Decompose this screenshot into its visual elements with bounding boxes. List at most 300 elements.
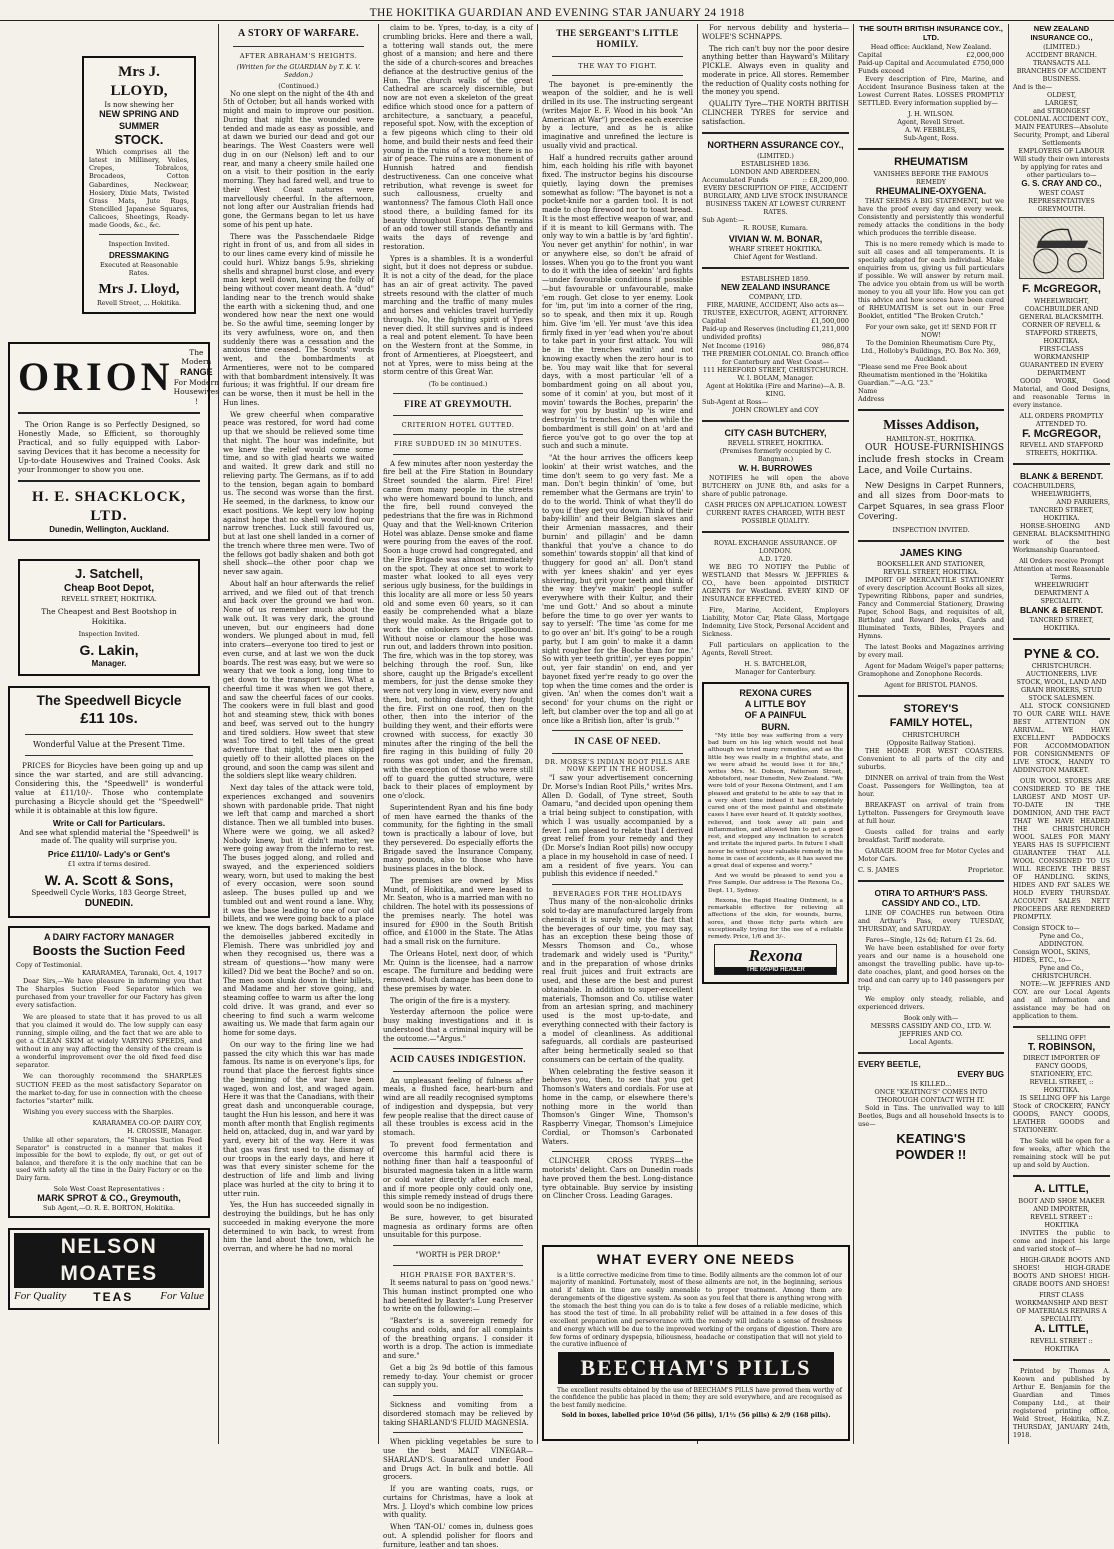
pyne-city-2: CHRISTCHURCH. bbox=[1031, 971, 1092, 980]
mcgregor-name: F. McGREGOR, bbox=[1022, 282, 1101, 295]
rheum-body: THAT SEEMS A BIG STATEMENT, but we have the proof every day and every week. Consistently and persistently this wonderful remedy attacks the conditions in the body which produces the terrible disease. bbox=[858, 197, 1004, 238]
mcgregor-addr: REVELL AND STAFFORD STREETS, HOKITIKA. bbox=[1019, 441, 1104, 458]
sickness-notice: Sickness and vomiting from a disordered stomach may be relieved by taking SHARLAND'S FLUID MAGNESIA. bbox=[383, 1401, 533, 1427]
dairy-firm: MARK SPROT & CO., Greymouth, bbox=[37, 1193, 181, 1203]
rheum-title: RHEUMATISM bbox=[894, 156, 968, 169]
lloyd-dressmaking: DRESSMAKING bbox=[108, 251, 169, 261]
dairy-body-5: Unlike all other separators, the "Sharples Suction Feed Separator" is constructed in a manner that makes it impossible for the bowl to explode, fly out, or get out of balance, and therefore it is the only machine that can be used with safety all the time in the Dairy Factory or on the Dairy farm. bbox=[16, 1137, 202, 1182]
butchery-street: REVELL STREET, HOKITIKA. bbox=[727, 439, 824, 448]
beecham-title: WHAT EVERY ONE NEEDS bbox=[597, 1251, 795, 1267]
keating-brand-2: POWDER !! bbox=[895, 1147, 967, 1163]
fire-paragraph: Superintendent Ryan and his fine body of men have earned the thanks of the community, for the fighting in the small town is practically a labour of love, but they persevered. Do especially efforts the Brigade saved the Insurance Company, many pounds, also to those who have business places in the block. bbox=[383, 803, 533, 874]
keating-sold: Sold in Tins. The unrivalled way to kill Beetles, Bugs and all household Insects is to use— bbox=[858, 1104, 1004, 1129]
nzi-title: NEW ZEALAND INSURANCE CO., bbox=[1030, 24, 1093, 43]
story-paragraph: About half an hour afterwards the relief arrived, and we filed out of that trench and back over the ground we had won. None of us remember much about the walk out. It was very dark, the ground uneven, but our engineers had done wonders. We plunged about in mud, fell into craters—everyone too tired to jest or even curse, and at last we won the duck boards. The rest was easy, but we were so weary that we took a long, long time to get down to the transport lines. What a cheerful time it was when we got there, and saw the cheerful faces of our cooks. The cookers were in full blast and good hot and steaming stew, thick with bones and beef, was served out to the hungry and tired soldiers. How sweet that stew was! Too tired to tell tales of the great adventure that night, the men slipped quietly off to their allotted places on the ground, and soon the camp was silent and the soldiers slept like weary children. bbox=[223, 579, 374, 781]
blank-dept: WHEELWRIGHT DEPARTMENT A SPECIALITY. bbox=[1034, 580, 1089, 605]
rheum-sub: VANISHES BEFORE THE FAMOUS REMEDY bbox=[873, 170, 989, 187]
beecham-foot-2: Sold in boxes, labelled price 10½d (56 pills), 1/1½ (56 pills) & 2/9 (168 pills). bbox=[561, 1412, 831, 1419]
column-4 bbox=[538, 24, 697, 1444]
otira-body-3: We employ only steady, reliable, and experienced drivers. bbox=[858, 995, 1004, 1012]
nz-agent: Agent at Hokitika (Fire and Marine)—A. B. KING. bbox=[706, 381, 845, 398]
nz-reserve-label: Paid-up and Reserves (including undivided profits) bbox=[702, 325, 810, 342]
hayward-notice: The rich can't buy nor the poor desire anything better than Hayward's Military PICKLE. Always even in quality and moderate in price. All stores. Remember the reduction of Quality costs nothing for the money you spend. bbox=[702, 44, 850, 97]
pyne-body-2: OUR WOOL STORES ARE CONSIDERED TO BE THE LARGEST AND MOST UP-TO-DATE IN THE DOMINION, AND THE FACT THAT WE HAVE HEADED THE CHRISTCHURCH WOOL SALES FOR MANY YEARS HAS IS SUFFICIENT GUARANTEE THAT ALL WOOL CONSIGNED TO US WILL RECEIVE THE BEST OF HANDLING. SKINS, HIDES AND FAT SALES WE HOLD EVERY THURSDAY. ACCOUNT SALES NETT PROCEEDS ARE RENDERED PROMPTLY. bbox=[1013, 776, 1110, 921]
xmas-notice: If you are wanting coats, rugs, or curtains for Christmas, have a look at Mrs. J. Lloyd's which combine low prices with quality. bbox=[383, 1485, 533, 1520]
speedwell-address: Speedwell Cycle Works, 183 George Street, bbox=[31, 889, 187, 898]
story-title: A STORY OF WARFARE. bbox=[238, 28, 359, 39]
storey-body: THE HOME FOR WEST COASTERS. Convenient to all parts of the city and suburbs. bbox=[858, 746, 1004, 771]
masthead-title: THE HOKITIKA GUARDIAN AND EVENING STAR JANUARY 24 1918 bbox=[369, 6, 745, 19]
king-pianos: Agent for BRISTOL PIANOS. bbox=[884, 681, 978, 690]
satchell-tag: The Cheapest and Best Bootshop in Hokitika. bbox=[41, 607, 177, 626]
orion-advert bbox=[8, 342, 220, 542]
nelson-teas: TEAS bbox=[93, 1289, 134, 1304]
rexona-title-3: OF A PAINFUL bbox=[744, 710, 807, 721]
sb-sub-role: Sub-Agent, Ross. bbox=[903, 134, 959, 143]
keating-advert bbox=[858, 1060, 1004, 1164]
dairy-agents: Sole West Coast Representatives : bbox=[53, 1185, 165, 1193]
beecham-foot-1: The excellent results obtained by the use of BEECHAM'S PILLS have proved them worthy of the confidence the public has placed in them; they are sold everywhere, and are recognised as the best family medicine. bbox=[550, 1386, 842, 1409]
satchell-name: J. Satchell, bbox=[75, 566, 143, 582]
story-continuation bbox=[383, 24, 533, 377]
nz-income-label: Net Income (1916) bbox=[702, 341, 766, 350]
nz-capital: £1,500,000 bbox=[811, 316, 849, 325]
nelson-brand: NELSON MOATES bbox=[14, 1233, 204, 1288]
storey-title-2: FAMILY HOTEL, bbox=[889, 716, 973, 729]
mcgregor-first: FIRST-CLASS WORKMANSHIP GUARANTEED IN EVERY DEPARTMENT bbox=[1019, 344, 1104, 377]
nzi-largest: LARGEST, bbox=[1044, 98, 1079, 107]
storey-body-4: Guests called for trains and early breakfast. Tariff moderate. bbox=[858, 827, 1004, 844]
northern-agent-name: R. ROUSE, Kumara. bbox=[743, 223, 808, 232]
lloyd-name: Mrs J. LLOYD, bbox=[110, 64, 168, 99]
fire-paragraph: A few minutes after noon yesterday the fire bell at the Fire Station in Boundary Street sounded the alarm. Fire! Fire! came from many people in the streets who were homeward bound to lunch, and the fire, bell round conveyed the pedestrians that the fire was in Richmond Quay and that the Well-known Criterion Hotel was ablaze. Dense smoke and flame were pouring from the eaves of the roof. Soon a huge crowd had congregated, and the Fire Brigade was almost immediately on the spot. They at once set to work to master what looked to all eyes very serious ugly business, for the buildings in this locality are all more or less 50 years old and some even 60 years, so it can easily be comprehended what a blaze they would make. As the Brigade got to work the onlookers stood spellbound. Without noise or clamour the hose was run out, and ladders thrown into position. The fire, which was in the top storey, was belching through the roof. Sun, like shore, caught up the Brigade's excellent members, for just the dense smoke they were not very long in view, every now and then, but, nothing daunted, they fought the fire. First on one roof, then on the other, then into the interior of the building they went, and their efforts were crowned with success, for exactly 30 minutes after the ringing of the bell the fire raging in this building of fully 20 rooms was got under, and the fireman, with the exception of those who were still off to guard the gutted structure, were back to their places of employment by one o'clock. bbox=[383, 459, 533, 801]
rheum-booklet: "Please send me Free Book about Rheumatism mentioned in the 'Hokitika Guardian.'"—A.G. "23." bbox=[858, 363, 988, 388]
nz-name-1: NEW ZEALAND INSURANCE bbox=[721, 282, 830, 292]
addison-title: Misses Addison, bbox=[883, 418, 979, 434]
storey-body-3: BREAKFAST on arrival of train from Lyttelton. Passengers for Greymouth leave at full hour. bbox=[858, 800, 1004, 825]
need-paragraph: "I saw your advertisement concerning Dr. Morse's Indian Root Pills," writes Mrs. Allen D. Godall, of Tyne street, South Oamaru, "and decided upon opening them a trial being subject to constipation, with which I was usually accompanied by a fever. I am pleased to relate that I derived great relief from your remedy and they (Dr. Morse's Indian Root pills) now occupy a place in my household in case of need. I am a resident of five years. You can publish this evidence if needed." bbox=[542, 774, 693, 879]
buggy-icon bbox=[1020, 218, 1103, 278]
otira-fares: Fares—Single, 12s 6d; Return £1 2s. 6d. bbox=[865, 936, 997, 945]
nz-income: 986,874 bbox=[821, 341, 849, 350]
beverages-end: When celebrating the festive season it behoves you, then, to see that you get Thomson's Waters and cordials. For use at home in the camp, or elsewhere there's nothing more in the world than Thomson's Ginger Wine, Thomson's Raspberry Vinegar, Thomson's Limejuice Cordial, or Thomson's Carbonated Waters. bbox=[542, 1067, 693, 1146]
speedwell-advert bbox=[8, 686, 210, 917]
dairy-title-2: Boosts the Suction Feed bbox=[32, 942, 186, 958]
mcgregor-body: GOOD WORK, Good Material, and Good Designs, and reasonable Terms in every instance. bbox=[1013, 376, 1110, 409]
acid-paragraph: Be sure, however, to get bisurated magnesia as ordinary forms are often unsuitable for this purpose. bbox=[383, 1213, 533, 1240]
speedwell-firm: W. A. Scott & Sons, bbox=[44, 871, 174, 888]
fire-body bbox=[383, 460, 533, 1044]
butchery-prev: (Premises formerly occupied by C. Bangman.) bbox=[719, 447, 832, 464]
rexona-advert bbox=[702, 682, 849, 984]
column-6 bbox=[854, 24, 1008, 1444]
little-name: A. LITTLE, bbox=[1034, 1323, 1089, 1335]
nzi-agent: G. S. CRAY AND CO., bbox=[1021, 178, 1102, 188]
story-paragraph: claim to be. Ypres, to-day, is a city of crumbling bricks. Here and there a wall, a tottering wall stands out, the mere ghost of a mansion; and here and there the side of a church-scores and breaches defiance at the destructive genius of the Hun. The church walls of the great Cathedral are scarcely discernible, but now are not even a skeleton of the great edifice which stood once for a pattern of architecture, a sanctuary, a peaceful, reposeful spot. Now, with the exception of a few pigeons which cling to their old home, and build their nests and feed their young in the ruins of a tower, there is no air of peace. The ruins are a monument of Hunnish hatred and fiendish destructiveness. Can one conceive what retribution, what revenge is sweet for such callousness, cruelty and wantonness? The famous Cloth Hall once stood there, a building famed for its beauty throughout Europe. The remains of an odd tower still stands defiantly and waits the days of revenge and restoration. bbox=[383, 24, 533, 251]
speedwell-pricing: Price £11/10/- Lady's or Gent's bbox=[47, 849, 171, 860]
vivian-name: VIVIAN W. M. BONAR, bbox=[728, 233, 823, 244]
little-body-2: HIGH-GRADE BOOTS AND SHOES! HIGH-GRADE BOOTS AND SHOES! HIGH-GRADE BOOTS AND SHOES! bbox=[1013, 1256, 1110, 1288]
tanol-notice: When 'TAN-OL' comes in, dulness goes out. A splendid polisher for floors and furniture, leather and tan shoes. bbox=[383, 1523, 533, 1549]
nz-est: ESTABLISHED 1859. bbox=[740, 274, 811, 283]
dairy-title-1: A DAIRY FACTORY MANAGER bbox=[43, 931, 174, 942]
dairy-body-3: We can thoroughly recommend the SHARPLES SUCTION FEED as the most satisfactory Separator on the market to-day, for use in connection with the cheese factories "starter" milk. bbox=[16, 1072, 202, 1105]
nz-insurance-advert bbox=[702, 275, 849, 414]
nz-manager: W. I. BOLAM, Manager. bbox=[737, 373, 814, 382]
pyne-title: PYNE & CO. bbox=[1023, 645, 1100, 661]
lloyd-invited: Inspection Invited. bbox=[108, 240, 170, 249]
lloyd-showing: Is now shewing her bbox=[104, 100, 174, 109]
nzi-and: And is the— bbox=[1013, 82, 1053, 91]
addison-invited: INSPECTION INVITED. bbox=[892, 525, 970, 534]
nz-insurance-accident-advert bbox=[1013, 24, 1110, 213]
otira-body-2: We have been established for over forty years and our name is a household one amongst the travelling public. have up-to-date coaches, plant, and good horses on the road and can carry up to 140 passengers per trip. bbox=[858, 944, 1004, 993]
speedwell-line2: And see what splendid material the "Speedwell" is made of. The quality will surprise you. bbox=[19, 828, 199, 846]
pyne-name-1: Pyne and Co., bbox=[1039, 931, 1084, 940]
column-1 bbox=[0, 24, 218, 1444]
northern-funds-label: Accumulated Funds bbox=[702, 175, 769, 184]
nzi-oldest: OLDEST, bbox=[1046, 90, 1076, 99]
imprint: Printed by Thomas A. Keown and published by Arthur E. Benjamin for the Guardian and Times Company Ltd., at their registered printing office, Weld Street, Hokitika, N.Z. THURSDAY, JANUARY 24th, 1918. bbox=[1013, 1366, 1110, 1439]
king-role: BOOKSELLER AND STATIONER, bbox=[876, 560, 986, 569]
story-body bbox=[223, 90, 374, 1254]
otira-booked: Book only with— bbox=[903, 1014, 959, 1023]
pyne-name-2: Pyne and Co., bbox=[1039, 963, 1084, 972]
lloyd-signature: Mrs J. Lloyd, bbox=[98, 282, 180, 298]
beverages-title: BEVERAGES FOR THE HOLIDAYS bbox=[552, 890, 683, 899]
sergeant-title: THE SERGEANT'S LITTLE HOMILY. bbox=[556, 28, 679, 50]
storey-prop-role: Proprietor. bbox=[967, 865, 1004, 874]
lloyd-body: Which comprises all the latest in Millinery, Voiles, Crepes, Tobralcos, Brocadeos, Cotton Gabardines, Neckwear, Hosiery, Dixie Mats, Twisted Grass Mats, Jute Rugs, Stencilled Japanese Squares, Calicoes, Sheetings, Ready-made Goods, &c., &c. bbox=[89, 148, 189, 230]
royal-body: WE BEG TO NOTIFY the Public of WESTLAND that Messrs W. JEFFRIES & CO., have been appointed DISTRICT AGENTS for Westland. EVERY KIND OF INSURANCE EFFECTED. bbox=[702, 562, 849, 603]
lloyd-advert bbox=[82, 56, 196, 314]
little-body: INVITES the public to come and inspect his large and varied stock of— bbox=[1013, 1229, 1110, 1253]
fire-paragraph: The Orleans Hotel, next door, of which Mr. Quinn is the licensee, had a narrow escape. The furniture and bedding were removed. Much damage has been done to these premises by water. bbox=[383, 949, 533, 993]
sb-agent: J. H. WILSON. bbox=[908, 110, 954, 119]
rheum-name: RHEUMALINE-OXYGENA. bbox=[875, 186, 987, 197]
column-2 bbox=[219, 24, 378, 1444]
vivian-address: WHARF STREET HOKITIKA. bbox=[728, 244, 823, 253]
baxter-paragraph: "Baxter's is a sovereign remedy for coughs and colds, and for all complaints of the breathing organs. I consider it worth is a drop. The action is immediate and sure." bbox=[383, 1317, 533, 1361]
mcgregor-role: WHEELWRIGHT, COACHBUILDER AND GENERAL BLACKSMITH. bbox=[1019, 296, 1104, 321]
robinson-title: T. ROBINSON, bbox=[1027, 1041, 1096, 1053]
otira-local: Local Agents. bbox=[908, 1038, 954, 1047]
mcgregor-advert bbox=[1013, 283, 1110, 458]
speedwell-city: DUNEDIN. bbox=[84, 898, 134, 909]
keating-brand-1: KEATING'S bbox=[896, 1131, 966, 1147]
orion-body: The Orion Range is so Perfectly Designed, so Honestly Made, so Efficient, so thoroughly Practical, and so fully equipped with Labor-saving Devices that it has become a necessity for Up-to-date Housewives and Trained Cooks. Ask your Ironmonger to show you one. bbox=[18, 419, 200, 474]
rheum-address-label: Address bbox=[858, 395, 885, 404]
sb-capital: £2,000,000 bbox=[966, 50, 1004, 59]
beverages-paragraph: Thus many of the non-alcoholic drinks sold to-day are manufactured largely from chemicals it is surely only the fact that the beverages of our time, you may say, has an exception these being those of Messrs Thomson and Co., whose trademark and widely used is "Purity," and in the preparation of whose drinks real fruit juices and fruit extracts are used, and these are the best and purest obtainable. In addition to super-excellent materials, Thomson and Co. utilise water from an artesian spring, and machinery used is the most up-to-date, and everything connected with their factory is a model of cleanliness. As additional safeguards, all cordials are pasteurised after being hermetically sealed so that consumers can be certain of the quality. bbox=[542, 898, 693, 1064]
nz-premier: THE PREMIER COLONIAL CO. Branch office for Canterbury and West Coast— bbox=[702, 349, 849, 366]
pickle-notice: When pickling vegetables be sure to use the best MALT VINEGAR—SHARLAND'S. Guaranteed under Food and Drugs Act. In bulk and bottle. All grocers. bbox=[383, 1438, 533, 1482]
royal-sig: H. S. BATCHELOR, bbox=[744, 659, 807, 668]
story-paragraph: We grew cheerful when comparative peace was restored, for word had come up that we should be relieved some time that night. The hour was indefinite, but we knew the relief would come some time, and so with glad hearts we waited and waited. It grew dark and still no relieving party. The Germans, as if to add to the tension, began again to bombard us. The second was worse than the first. He seemed, in the darkness, to know our exact positions. We kept very low hoping against hope that no shell would find our narrow trenches. Luck still favoured us, but at last one shell landed in a corner of the trench where three men were. Two of the fellows got badly shaken and both got shell shock—the other poor chap we never saw again. bbox=[223, 410, 374, 577]
story-paragraph: Ypres is a shambles. It is a wonderful sight, but it does not depress or subdue. It is not a city of the dead, for the place has an air of great activity. The paved streets resound with the clatter of much marching and the traffic of many mules and horses and vehicles travel hurriedly through. No, the fighting spirit of Ypres never died. It still survives and is indeed a real and potent element. To have been on the Western front at the Somme, in front of Armentieres, at Ploegsteert, and not at Ypres, were to miss being at the storm centre of this Great War. bbox=[383, 254, 533, 377]
pyne-advert bbox=[1013, 646, 1110, 1020]
beecham-body: is a little corrective medicine from time to time. Bodily ailments are the common lot of our majority of mankind. Fortunately, most of these ailments are not, in the beginning, serious and if taken in time are easily amenable to proper treatment. Among them are derangements of the digestive system. As soon as you feel that there is anything wrong with the stomach the best thing you can do is to take a few doses of a reliable medicine, which has stood the test of time. In all probability relief will be attained in a few doses of this excellent preparation and perseverance with the remedy will indicate a sense of freshness and energy which will be due to the improved working of the organs of digestion. There are few forms of ordinary dyspepsia, biliousness, headache or constipation that will not yield to the curative influence of bbox=[550, 1271, 842, 1349]
nz-subagent-name: JOHN CROWLEY and COY bbox=[732, 405, 819, 414]
speedwell-write: Write or Call for Particulars. bbox=[52, 818, 166, 828]
baxter-title: HIGH PRAISE FOR BAXTER'S. bbox=[400, 1270, 516, 1279]
rexona-body: "My little boy was suffering from a very bad burn on his leg which would not heal although we tried many remedies, and as the little boy was really in a frightful state, and we were afraid he would lose it for life," writes Mrs. M. Dobson, Patterson Street, Abbotsford, near Dunedin, New Zealand. "We were told of your Rexona Ointment, and I am pleased and grateful to be able to say that in a very short time indeed it has completely cured one of the most painful and obstinate cases I have ever heard of. It quickly soothes, relieved, and took away all pain and inflammation, and allowed him to get a good rest, and stopped any inclination to scratch and irritate the injured parts. In future I shall never be without your valuable remedy in the home in case of accidents, as it has saved me a great deal of expense and worry." bbox=[708, 732, 843, 870]
fire-paragraph: The premises are owned by Miss Mundt, of Hokitika, and were leased to Mr. Seaton, who is a married man with no children. The hotel with its possessions of the premises nearly. The hotel was insured for £900 in the South British office, and £1000 in the State. The Atlas had a small risk on the furniture. bbox=[383, 876, 533, 947]
northern-desc: EVERY DESCRIPTION OF FIRE, ACCIDENT BURGLARY, AND LIVE STOCK INSURANCE BUSINESS TAKEN AT LOWEST CURRENT RATES. bbox=[703, 183, 848, 216]
keating-killed: IS KILLED... bbox=[910, 1080, 952, 1089]
masthead bbox=[0, 0, 1114, 21]
orion-firm: H. E. SHACKLOCK, LTD. bbox=[32, 488, 186, 524]
beverages-body bbox=[542, 898, 693, 1064]
lloyd-new-spring: NEW SPRING AND SUMMER bbox=[99, 109, 179, 131]
acid-title: ACID CAUSES INDIGESTION. bbox=[390, 1054, 526, 1065]
speedwell-title: The Speedwell Bicycle bbox=[36, 693, 182, 709]
sergeant-paragraph: "At the hour arrives the officers keep lookin' at their wrist watches, and the time don't seem to go very fast. Me a man. Don't begin thinkin' of 'ome, but remember what the Germans are tryin' to do to the world. Think of what they'll do to you if they get you down. Think of their baby-killin' and their Belgian slaves and their Armenian massacres, and their burnin' and pillagin' and be damn thankful that you've a chance to do somethin' towards stoppin' all that kind of thuggery for good an' all. Don't stand with yer knees shakin' and yer eyes shivering, but grit your teeth and think of the way they've makin' people suffer everywhere with their Kultur, and their 'me und Gott.' And so about a minute before the time to go over yer wants to say to yerself: 'The time 'as come for me to go over an' bit. It's going' to be a rough party, but I am goin' to make it a damn sight rougher for the Boche than for me.' So with yer teeth grittin', yer eyes poppin' out, yer fair standin' on end, and yer bayonet fixed yer're ready to go over the top when the time comes and the order is given. 'An' when the comes don't wait a second' for your chums on the right or left, but clamber over the top and all go at once like a British lion, after 'is grub.'" bbox=[542, 454, 693, 725]
royal-full: Full particulars on application to the Agents, Revell Street. bbox=[702, 640, 849, 657]
nzi-body: TRANSACTS ALL BRANCHES OF ACCIDENT BUSINESS. bbox=[1016, 58, 1107, 83]
sergeant-body bbox=[542, 81, 693, 726]
vivian-role: Chief Agent for Westland. bbox=[733, 252, 818, 261]
nelson-for-value: For Value bbox=[160, 1290, 204, 1303]
little-street: REVELL STREET :: HOKITIKA bbox=[1030, 1213, 1093, 1229]
addison-advert bbox=[858, 417, 1004, 533]
otira-agents: MESSRS CASSIDY AND CO., LTD. W. JEFFRIES AND CO. bbox=[870, 1022, 992, 1039]
robinson-body: IS SELLING OFF his Large Stock of CROCKERY, FANCY GOODS, FANCY GOODS, LEATHER GOODS and STATIONERY. bbox=[1013, 1094, 1110, 1135]
speedwell-sub: Wonderful Value at the Present Time. bbox=[33, 740, 185, 749]
story-subtitle: AFTER ABRAHAM'S HEIGHTS. bbox=[239, 51, 358, 60]
rheum-addr: To the Dominion Rheumatism Cure Pty., Ltd., Holloby's Buildings, P.O. Box No. 369, Auckland. bbox=[861, 339, 1001, 364]
baxter-paragraph: It seems natural to pass on 'good news.' This human instinct prompted one who had benefited by Baxter's Lung Preserver to write on the following:— bbox=[383, 1279, 533, 1314]
nzi-colonial: COLONIAL ACCIDENT COY., bbox=[1014, 114, 1109, 123]
blank-body: HORSE-SHOEING AND GENERAL BLACKSMITHING work of the best Workmanship Guaranteed. bbox=[1013, 521, 1110, 554]
fire-subtitle-1: CRITERION HOTEL GUTTED. bbox=[401, 421, 515, 430]
acid-paragraph: An unpleasant feeling of fulness after meals, a flushed face, heart-burn and wind are all readily recognised symptoms of indigestion and dyspepsia, but very few people realise that the direct cause of all these troubles is excess acid in the stomach. bbox=[383, 1076, 533, 1138]
story-paragraph: Yes, the Hun has succeeded signally in destroying the buildings, but he has only succeeded in making everyone the more determined to win back, to wrest from him the land about the town, which he overran, and where he had no moral bbox=[223, 1201, 374, 1254]
nz-desc: FIRE, MARINE, ACCIDENT, Also acts as— TRUSTEE, EXECUTOR, AGENT, ATTORNEY. bbox=[702, 300, 849, 317]
lloyd-executed: Executed at Reasonable Rates. bbox=[99, 261, 178, 278]
lloyd-address: Revell Street, ... Hokitika. bbox=[96, 298, 182, 307]
little-role: BOOT AND SHOE MAKER AND IMPORTER, bbox=[1018, 1197, 1105, 1213]
king-body-2: The latest Books and Magazines arriving by every mail. bbox=[858, 643, 1004, 660]
rheumatism-advert bbox=[858, 156, 1004, 403]
sb-agent-role: Agent, Revell Street. bbox=[897, 118, 965, 127]
acid-paragraph: To prevent food fermentation and overcome this harmful acid there is nothing finer than half a teaspoonful of bisurated magnesia taken in a little warm or cold water directly after each meal, and if more people only could only one, this simple remedy instead of drugs there would soon be no indigestion. bbox=[383, 1140, 533, 1211]
addison-body: OUR HOUSE-FURNISHINGS include fresh stocks in Cream Lace, and Voile Curtains. bbox=[858, 442, 1004, 477]
sb-body: Every description of Fire, Marine, and Accident Insurance Business taken at the Lowest Current Rates. LOSSES PROMPTLY SETTLED. Every information supplied by— bbox=[858, 75, 1004, 108]
nzi-accident: ACCIDENT BRANCH. bbox=[1026, 50, 1097, 59]
nz-street: 111 HEREFORD STREET, CHRISTCHURCH. bbox=[702, 365, 849, 374]
column-7 bbox=[1009, 24, 1114, 1444]
butchery-title: CITY CASH BUTCHERY, bbox=[724, 427, 827, 438]
blank-trade-3: AND FARRIERS, bbox=[1056, 497, 1110, 506]
story-paragraph: There was the Passchendaele Ridge right in front of us, and from all sides in to our lines came every kind of missile he could hurl. Whizz bangs 5.9s, shrieking shells and shrapnel burst close, and every man kept well down, knowing the folly of being without cover meant death. A "dud" landing near to the trench would shake the earth with a sickening thud, and one wondered how near the next one would be. So the awful time, seeming longer by its very awfulness, wore on, and then suddenly there was a cessation and the anxious time ceased. The Scouts' words went, and the bombardments at Armentieres, were not to be compared with that bombardment intensively. It was furious; it was frightful. If our dream fire can be worse, then it must be hell in the Hun lines. bbox=[223, 232, 374, 407]
orion-tag-2: RANGE bbox=[180, 366, 213, 377]
little-first: FIRST CLASS WORKMANSHIP AND BEST OF MATERIALS REPAIRS A SPECIALITY. bbox=[1015, 1291, 1108, 1323]
rheum-name-label: Name bbox=[858, 387, 878, 396]
rexona-title-2: A LITTLE BOY bbox=[744, 699, 807, 710]
little-advert bbox=[1013, 1183, 1110, 1353]
satchell-street: REVELL STREET, HOKITIKA. bbox=[61, 595, 157, 604]
rexona-logo: Rexona bbox=[748, 946, 803, 966]
story-to-be-continued: (To be continued.) bbox=[428, 380, 488, 388]
northern-advert bbox=[702, 140, 849, 261]
orion-tag-4: Housewives ! bbox=[173, 387, 220, 406]
keating-title-1: EVERY BEETLE, bbox=[858, 1060, 921, 1070]
worth-title: "WORTH is PER DROP." bbox=[415, 1251, 501, 1260]
need-subtitle: DR. MORSE'S INDIAN ROOT PILLS ARE NOW KEPT IN THE HOUSE. bbox=[544, 758, 691, 774]
northern-funds: :: £8,200,000. bbox=[802, 175, 849, 184]
butchery-cash: CASH PRICES ON APPLICATION. LOWEST CURRENT RATES CHARGED, WITH BEST POSSIBLE QUALITY. bbox=[704, 500, 847, 525]
acid-body bbox=[383, 1077, 533, 1241]
little-title: A. LITTLE, bbox=[1034, 1183, 1089, 1196]
speedwell-extra: £1 extra if terms desired. bbox=[67, 859, 151, 868]
story-paragraph: Next day tales of the attack were told, experiences exchanged and souvenirs shown with pardonable pride. That night we left that camp and marched a short distance. Then we all tumbled into buses. Where were we going, we all asked? Nobody knew, but it didn't matter, we were going away from the inferno to rest. The buses jogged along, and rolled and swayed, and the experienced soldiers weary, worn, but used to making the best of every occasion, were soon sound asleep. The buses pulled up and we tumbled out and went round a lane. Why, it was the base leading to one of our old billets, and we were going back to a place we knew. The dogs barked. Madame and the demoiselles jabbered excitedly in Flemish. There was unbridled joy and when they recognised us, there was a stream of questions—"how many were killed? Did we beat the Boche? and so on. The men soon slunk down in their billets, and Madame and her stove going, and steaming coffee to warm us after the long cold drive. It was grand, and ever so cheering to find such a warm welcome awaiting us. We made that farm again our home for some days. bbox=[223, 784, 374, 1038]
otira-body: LINE OF COACHES run between Otira and Arthur's Pass, every TUESDAY, THURSDAY, and SATURDAY. bbox=[858, 909, 1004, 934]
fire-title: FIRE AT GREYMOUTH. bbox=[404, 399, 512, 409]
pyne-role: AUCTIONEERS, LIVE STOCK, WOOL, LAND AND GRAIN BROKERS, STUD STOCK SALESMEN. bbox=[1016, 669, 1107, 702]
orion-brand: ORION bbox=[18, 353, 174, 399]
robinson-role: DIRECT IMPORTER OF FANCY GOODS, STATIONERY, ETC. bbox=[1022, 1054, 1101, 1079]
northern-name: NORTHERN ASSURANCE COY., bbox=[707, 140, 844, 151]
story-paragraph: No one slept on the night of the 4th and 5th of October, but all hands worked with might and main to improve our position. During that night the wounded were tended and made as easy as possible, and at dawn we buried our dead and got our bearings. The West Coasters were well dug in on our (Nelson) left and to our rear, and many a cheery smile hailed one on a visit to their position in the early morning. They had fared well, and true to their West Coast natures were marvellously cheerful. In the afternoon, not long after our Australian friends had gone, the Germans began to let us have some of his pent up hate. bbox=[223, 89, 374, 229]
speedwell-body: PRICES for Bicycles have been going up and up since the war started, and are still advancing. Considering this, the "Speedwell" is wonderful value at £11/10/-. Those who contemplate purchasing a Bicycle should get the "Speedwell" while it is obtainable at this low figure. bbox=[15, 761, 203, 815]
keating-title-2: EVERY BUG bbox=[957, 1070, 1004, 1080]
storey-city: CHRISTCHURCH bbox=[902, 730, 960, 739]
nelson-moates-advert bbox=[8, 1228, 210, 1310]
storey-garage: GARAGE ROOM free for Motor Cycles and Motor Cars. bbox=[858, 846, 1004, 863]
pyne-consign-2: Consign WOOL, SKINS, HIDES, ETC., to— bbox=[1013, 947, 1091, 964]
beecham-advert bbox=[542, 1245, 850, 1441]
sb-name: THE SOUTH BRITISH INSURANCE COY., LTD. bbox=[859, 24, 1003, 43]
nz-subagent: Sub-Agent at Ross— bbox=[702, 397, 768, 406]
storey-title: STOREY'S bbox=[903, 703, 959, 716]
robinson-advert bbox=[1013, 1034, 1110, 1170]
blank-street-2: TANCRED STREET, HOKITIKA. bbox=[1029, 615, 1094, 632]
blank-street: TANCRED STREET, HOKITIKA. bbox=[1029, 505, 1094, 522]
dairy-subagent: Sub Agent,—O. R. E. BORTON, Hokitika. bbox=[43, 1204, 175, 1213]
rexona-title-1: REXONA CURES bbox=[739, 687, 812, 698]
orion-tag-3: For Modern bbox=[173, 377, 219, 387]
need-body bbox=[542, 774, 693, 879]
need-title: IN CASE OF NEED. bbox=[574, 736, 661, 747]
king-street: REVELL STREET, HOKITIKA. bbox=[883, 568, 979, 577]
dairy-body-4: Wishing you every success with the Sharples. bbox=[23, 1107, 174, 1116]
fire-paragraph: The origin of the fire is a mystery. bbox=[390, 996, 511, 1005]
clincher-notice: CLINCHER CROSS TYRES—the motorists' delight. Cars on Dunedin roads have proved them the best. Long-distance tyre obtainable. Buy service by insisting on Clincher Cross. Leading Garages. bbox=[542, 1157, 693, 1201]
king-title: JAMES KING bbox=[899, 547, 963, 559]
northern-ltd: (LIMITED.) bbox=[757, 151, 794, 160]
speedwell-price: £11 10s. bbox=[80, 710, 138, 728]
blank-berendt-advert bbox=[1013, 471, 1110, 631]
pyne-city: CHRISTCHURCH. bbox=[1031, 661, 1092, 670]
nz-capital-label: Capital bbox=[702, 316, 726, 325]
nzi-agent-role: WEST COAST REPRESENTATIVES bbox=[1028, 188, 1095, 205]
pyne-note: NOTE:—W. JEFFRIES AND COY. are our Local Agents and all information and assistance may be had on application to them. bbox=[1013, 979, 1110, 1020]
pyne-consign: Consign STOCK to— bbox=[1013, 923, 1080, 932]
dairy-body-1: Dear Sirs,—We have pleasure in informing you that The Sharples Suction Feed Separator which we purchased from your traveller for our Factory has given every satisfaction. bbox=[16, 977, 202, 1010]
buggy-illustration bbox=[1019, 217, 1104, 279]
blank-title: BLANK & BERENDT. bbox=[1019, 471, 1104, 482]
nzi-city: GREYMOUTH. bbox=[1037, 204, 1086, 213]
storey-opp: (Opposite Railway Station). bbox=[886, 738, 976, 747]
robinson-selling: SELLING OFF! bbox=[1036, 1033, 1087, 1042]
king-body-3: Agent for Madam Weigel's paper patterns; Gramophone and Zonophone Records. bbox=[858, 662, 1004, 679]
fire-subtitle-2: FIRE SUBDUED IN 30 MINUTES. bbox=[394, 440, 522, 449]
nzi-body-2: Will study their own interests by applying for rates and other particulars to— bbox=[1013, 154, 1110, 179]
butchery-advert bbox=[702, 428, 849, 525]
rexona-soap: Rexona, the Rapid Healing Ointment, is a remarkable effective for relieving all affections of the skin, for wounds, burns, sores, and those itchy parts which are exceptionally trying for the use of a reliable remedy. Price, 1/6 and 3/-. bbox=[708, 897, 843, 941]
royal-est: A.D. 1720. bbox=[758, 554, 793, 563]
king-body: IMPORT OF MERCANTILE STATIONERY of every description Account Books all sizes, Typewriting Ribbons, paper and sundries, Fancy and Commercial Stationery, Drawing Paper, School Bags, and requisites of all, Birthday and Reward Books, Cards and Illuminated Texts, Bibles, Prayers and Hymns. bbox=[858, 576, 1004, 641]
dairy-sig-1: KARARAMEA CO-OP. DAIRY COY, bbox=[92, 1119, 202, 1127]
butchery-name: W. H. BURROWES bbox=[738, 463, 813, 474]
orion-cities: Dunedin, Wellington, Auckland. bbox=[49, 525, 169, 535]
royal-name: ROYAL EXCHANGE ASSURANCE. OF LONDON. bbox=[713, 538, 838, 555]
dairy-body-2: We are pleased to state that it has proved to us all that you claimed it would do. The low supply can easy running, simple oiling, and the fact that we are able to get a CLEAN SKIM at widely VARYING SPEEDS, and without in any way affecting the density of the cream is a wonderful improvement over the old fixed feed disc separator. bbox=[16, 1012, 202, 1070]
northern-est: ESTABLISHED 1836. bbox=[740, 159, 811, 168]
lloyd-stock: STOCK. bbox=[114, 131, 164, 147]
mcgregor-corner: CORNER OF REVELL & STAFFORD STREETS, HOKITIKA. bbox=[1022, 320, 1101, 345]
rheum-send: For your own sake, get it! SEND FOR IT NOW! bbox=[865, 323, 997, 340]
sb-paidup-label: Paid-up Capital and Accumulated Funds exceed bbox=[858, 58, 970, 76]
dairy-dateline: KARARAMEA, Taranaki, Oct. 4, 1917 bbox=[81, 969, 202, 977]
story-paragraph: On our way to the firing line we had passed the city which this war has made famous. Its name is on everyone's lips, for round that place the fiercest fights since the beginning of the war have been waged, won and lost, and waged again. Here it was that the Canadians, with their great dash and unconquerable courage, taught the Hun his lesson, and here it was month after month that English regiments held on, attacked, dug in, and war yard by yard, every bit of the way. Here it was that gas was first used to the dismay of our troops in the early days, and here it was that every sinister scheme for the destruction of life and limb and living place was hurled at the city to bring it to utter ruin. bbox=[223, 1040, 374, 1198]
rexona-title-4: BURN. bbox=[761, 721, 790, 732]
sergeant-subtitle: THE WAY TO FIGHT. bbox=[578, 61, 657, 70]
otira-title-2: CASSIDY AND CO., LTD. bbox=[881, 898, 981, 909]
nzi-main: MAIN FEATURES—Absolute Security, Prompt, and Liberal Settlements bbox=[1013, 122, 1110, 147]
robinson-street: REVELL STREET, :: HOKITIKA. bbox=[1029, 1078, 1094, 1095]
storey-body-2: DINNER on arrival of train from the West Coast. Passengers for Wellington, tea at hour. bbox=[858, 773, 1004, 798]
blank-title-2: BLANK & BERENDT. bbox=[1019, 604, 1104, 615]
rheum-body-2: This is no mere remedy which is made to suit all cases and all temperaments. It is specially adapted for each individual. Make enquiries from us, giving us full particulars if possible. We will answer by return mail. The advice you obtain from us will be worth money to you all your life. How you can get this advice and how scores have been cured of RHEUMATISM is set out in our Free Booklet, entitled "The Broken Crutch." bbox=[858, 240, 1004, 321]
nzi-ltd: (LIMITED.) bbox=[1043, 42, 1080, 51]
south-british-advert bbox=[858, 24, 1004, 142]
storey-advert bbox=[858, 703, 1004, 874]
nzi-emp: EMPLOYERS OF LABOUR bbox=[1018, 146, 1105, 155]
otira-advert bbox=[858, 888, 1004, 1046]
pyne-body: ALL STOCK CONSIGNED TO OUR CARE WILL HAVE BEST ATTENTION ON ARRIVAL. WE HAVE EXCELLENT PADDOCKS FOR ACCOMMODATION FOR CONSIGNMENTS OF LIVE STOCK, HANDY TO ADDINGTON MARKET. bbox=[1013, 701, 1110, 774]
nz-name-2: COMPANY, LTD. bbox=[749, 292, 802, 301]
storey-prop: C. S. JAMES bbox=[858, 865, 899, 874]
baxter-paragraph: Get a big 2s 9d bottle of this famous remedy to-day. Your chemist or grocer can supply you. bbox=[383, 1363, 533, 1390]
rexona-logo-sub: THE RAPID HEALER bbox=[715, 967, 836, 975]
dairy-copy: Copy of Testimonial. bbox=[16, 961, 83, 969]
tyres-notice: QUALITY Tyre—THE NORTH BRITISH CLINCHER TYRES for service and satisfaction. bbox=[702, 100, 849, 126]
satchell-role: Manager. bbox=[91, 659, 127, 669]
fire-paragraph: Yesterday afternoon the police were busy making investigations and it is understood that a criminal inquiry will be the outcome.—"Argus." bbox=[383, 1008, 533, 1043]
pyne-addington: ADDINGTON. bbox=[1039, 939, 1084, 948]
nelson-for-quality: For Quality bbox=[14, 1290, 67, 1303]
keating-once: ONCE "KEATING'S" COMES INTO THOROUGH CONTACT WITH IT. bbox=[874, 1088, 988, 1105]
otira-title-1: OTIRA TO ARTHUR'S PASS. bbox=[874, 887, 988, 898]
northern-subagent: Sub Agent:— bbox=[702, 215, 745, 224]
blank-trade-2: WHEELWRIGHTS, bbox=[1031, 489, 1092, 498]
sb-office: Head office: Auckland, New Zealand. bbox=[870, 42, 992, 51]
mcgregor-all: ALL ORDERS PROMPTLY ATTENDED TO. bbox=[1019, 411, 1104, 428]
beecham-brand: BEECHAM'S PILLS bbox=[558, 1352, 834, 1384]
column-3 bbox=[379, 24, 537, 1549]
little-street-2: REVELL STREET :: HOKITIKA bbox=[1030, 1336, 1093, 1353]
satchell-manager: G. Lakin, bbox=[79, 641, 139, 658]
satchell-invited: Inspection Invited. bbox=[78, 629, 140, 638]
story-continued: (Continued.) bbox=[278, 81, 319, 90]
northern-places: LONDON AND ABERDEEN. bbox=[730, 167, 821, 176]
dairy-sig-2: H. CROSSIE, Manager. bbox=[126, 1127, 202, 1135]
dairy-advert bbox=[8, 926, 210, 1219]
blank-all: All Orders receive Prompt Attention at most Reasonable Terms. bbox=[1013, 556, 1110, 581]
sergeant-paragraph: Half a hundred recruits gather around him, each holding his rifle with bayonet fixed. The instructor begins his discourse quietly, laying down the premises somewhat as follow: "The bayonet is not a pocket-knife nor a garden tool. It is not made to chop firewood nor to toast bread. It is the most effective weapon of war, and if it is meant to kill Germans with. The only way to win a battle is by 'ard fightin'. You never get anythin' for nothin', in war or anywhere else, so don't be afraid of losses. When you go to the front you want to do it with the idea of seekin' 'ard fights—under favourable conditions if possible—but favourable or unfavourable, make 'em rough. Get close to yer enemy. Look for 'im, put 'im into a corner of the ring, so to speak, and then mix it up. Rough him. Give 'im 'ell. Yer must 'ave this idea firmly fixed in yer 'ead when you're about to take part in your first attack. You will be in the trenches waitin' and not knowing exactly when the zero hour is to be. You may wait like that for several days, with a most particular 'ell of a bombardment going on all about you, some of it comin' at you, but most of it movin' towards the Boches, preparin' the way for you by bustin' up 'is wire and destroyin' 'is trenches. And then while the bombardment is still goin' on at 'ard and fierce you've got to go over the top at such and such a minute. bbox=[542, 153, 693, 451]
